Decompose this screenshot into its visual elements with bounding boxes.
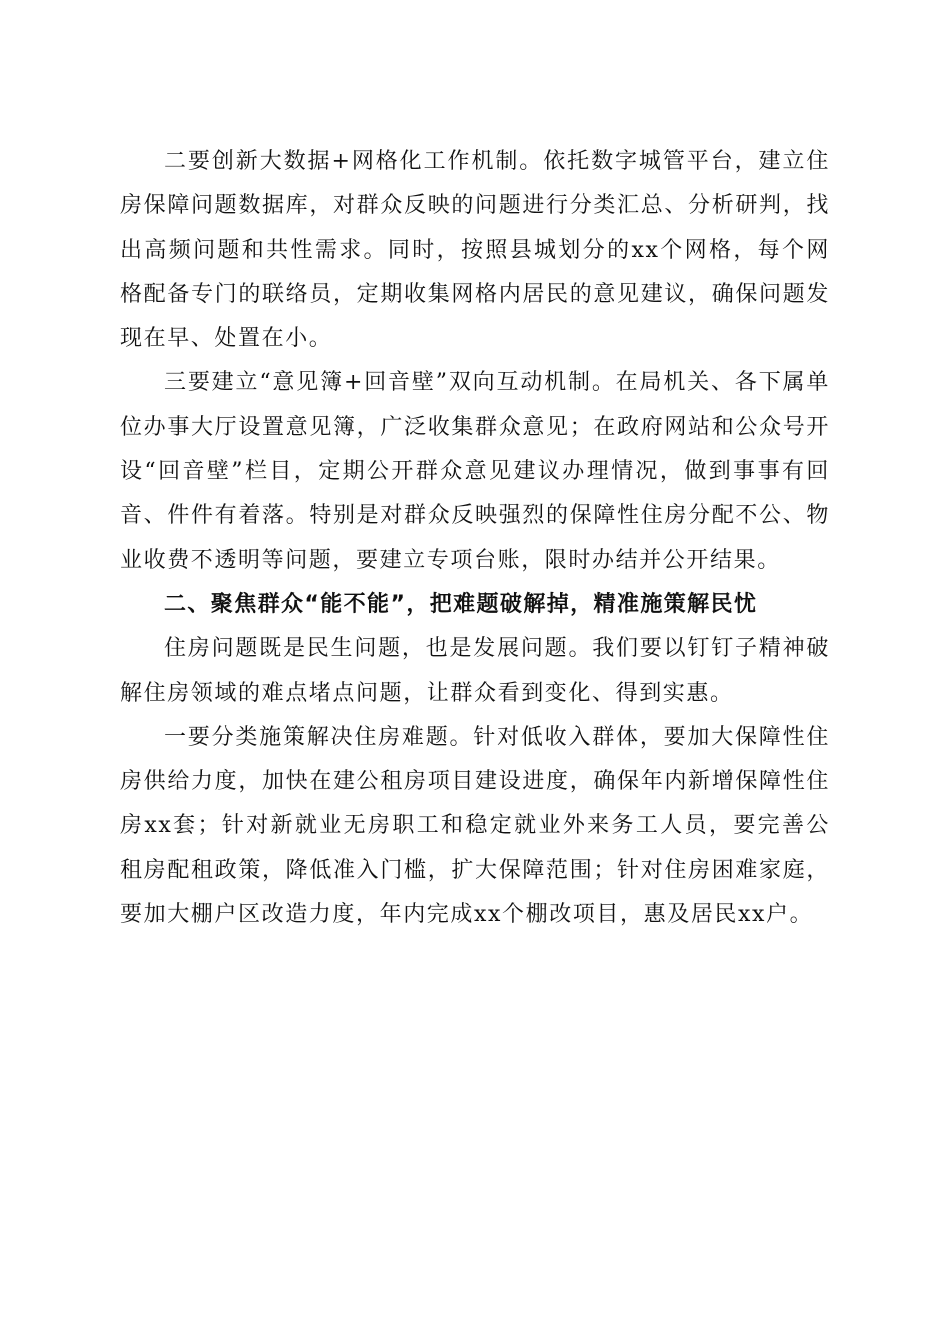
paragraph-big-data-grid-mechanism: 二要创新大数据+网格化工作机制。依托数字城管平台，建立住房保障问题数据库，对群众反映的问题进行分类汇总、分析研判，找出高频问题和共性需求。同时，按照县城划分的xx个网格，每个网格配备专门的联络员，定期收集网格内居民的意见建议，确保问题发现在早、处置在小。 <box>120 149 830 352</box>
paragraph-feedback-mechanism: 三要建立“意见簿+回音壁”双向互动机制。在局机关、各下属单位办事大厅设置意见簿，广泛收集群众意见；在政府网站和公众号开设“回音壁”栏目，定期公开群众意见建议办理情况，做到事事有回音、件件有着落。特别是对群众反映强烈的保障性住房分配不公、物业收费不透明等问题，要建立专项台账，限时办结并公开结果。 <box>120 370 830 573</box>
section-heading-2: 二、聚焦群众“能不能”，把难题破解掉，精准施策解民忧 <box>164 591 758 617</box>
document-body <box>120 140 830 937</box>
paragraph-housing-intro: 住房问题既是民生问题，也是发展问题。我们要以钉钉子精神破解住房领域的难点堵点问题，让群众看到变化、得到实惠。 <box>120 636 830 706</box>
paragraph-classified-policies: 一要分类施策解决住房难题。针对低收入群体，要加大保障性住房供给力度，加快在建公租房项目建设进度，确保年内新增保障性住房xx套；针对新就业无房职工和稳定就业外来务工人员，要完善公租房配租政策，降低准入门槛，扩大保障范围；针对住房困难家庭，要加大棚户区改造力度，年内完成xx个棚改项目，惠及居民xx户。 <box>120 724 830 928</box>
